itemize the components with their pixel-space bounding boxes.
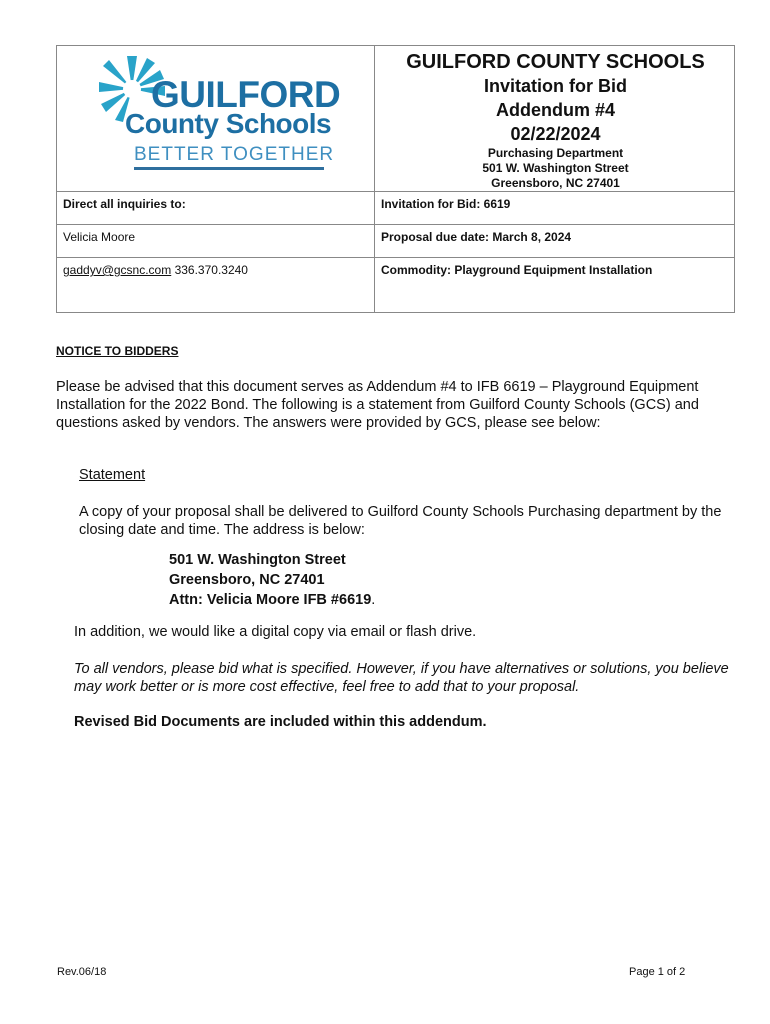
table-divider <box>57 191 734 192</box>
delivery-address <box>169 550 375 610</box>
digital-copy-note: In addition, we would like a digital copy via email or flash drive. <box>74 624 477 640</box>
statement-text: A copy of your proposal shall be delivered to Guilford County Schools Purchasing department by the closing date and time. The address is below: <box>79 504 722 538</box>
logo <box>91 46 341 191</box>
logo-line2: County Schools <box>125 108 332 139</box>
address-line: Greensboro, NC 27401 <box>169 572 325 588</box>
org-name: GUILFORD COUNTY SCHOOLS <box>406 51 705 73</box>
due-date: Proposal due date: March 8, 2024 <box>381 230 572 244</box>
bid-number: Invitation for Bid: 6619 <box>381 197 511 211</box>
inquiries-label: Direct all inquiries to: <box>63 197 186 211</box>
contact-name: Velicia Moore <box>63 230 136 244</box>
statement-heading: Statement <box>79 467 146 483</box>
street-address: 501 W. Washington Street <box>482 161 629 175</box>
attention-period: . <box>371 592 376 608</box>
logo-tagline: BETTER TOGETHER <box>134 144 335 165</box>
addendum-date: 02/22/2024 <box>510 124 601 144</box>
email-link[interactable]: gaddyv@gcsnc.com <box>63 263 172 277</box>
page-number: Page 1 of 2 <box>629 966 686 978</box>
department: Purchasing Department <box>487 146 624 160</box>
phone-number: 336.370.3240 <box>174 263 248 277</box>
logo-line1: GUILFORD <box>151 74 341 115</box>
logo-underline <box>134 167 324 170</box>
commodity: Commodity: Playground Equipment Installation <box>381 263 653 277</box>
alternatives-note: To all vendors, please bid what is specified. However, if you have alternatives or solutions, you believe may work better or is more cost effective, feel free to add that to your proposal. <box>74 661 729 695</box>
revised-documents-note: Revised Bid Documents are included within this addendum. <box>74 714 487 730</box>
notice-heading: NOTICE TO BIDDERS <box>56 344 179 358</box>
addendum-number: Addendum #4 <box>495 100 615 120</box>
intro-paragraph: Please be advised that this document serves as Addendum #4 to IFB 6619 – Playground Equipment Installation for the 2022 Bond. The following is a statement from Guilford County Schools (GCS) and questions asked by vendors. The answers were provided by GCS, please see below: <box>56 379 699 431</box>
table-divider <box>57 257 734 258</box>
header-table <box>56 45 735 313</box>
city-address: Greensboro, NC 27401 <box>491 176 620 190</box>
revision-label: Rev.06/18 <box>57 966 107 978</box>
doc-type: Invitation for Bid <box>484 76 627 96</box>
attention-line: Attn: Velicia Moore IFB #6619 <box>169 592 372 608</box>
address-line <box>169 590 375 610</box>
table-divider <box>57 224 734 225</box>
address-line: 501 W. Washington Street <box>169 552 346 568</box>
contact-info <box>63 263 248 277</box>
title-block <box>375 50 736 191</box>
